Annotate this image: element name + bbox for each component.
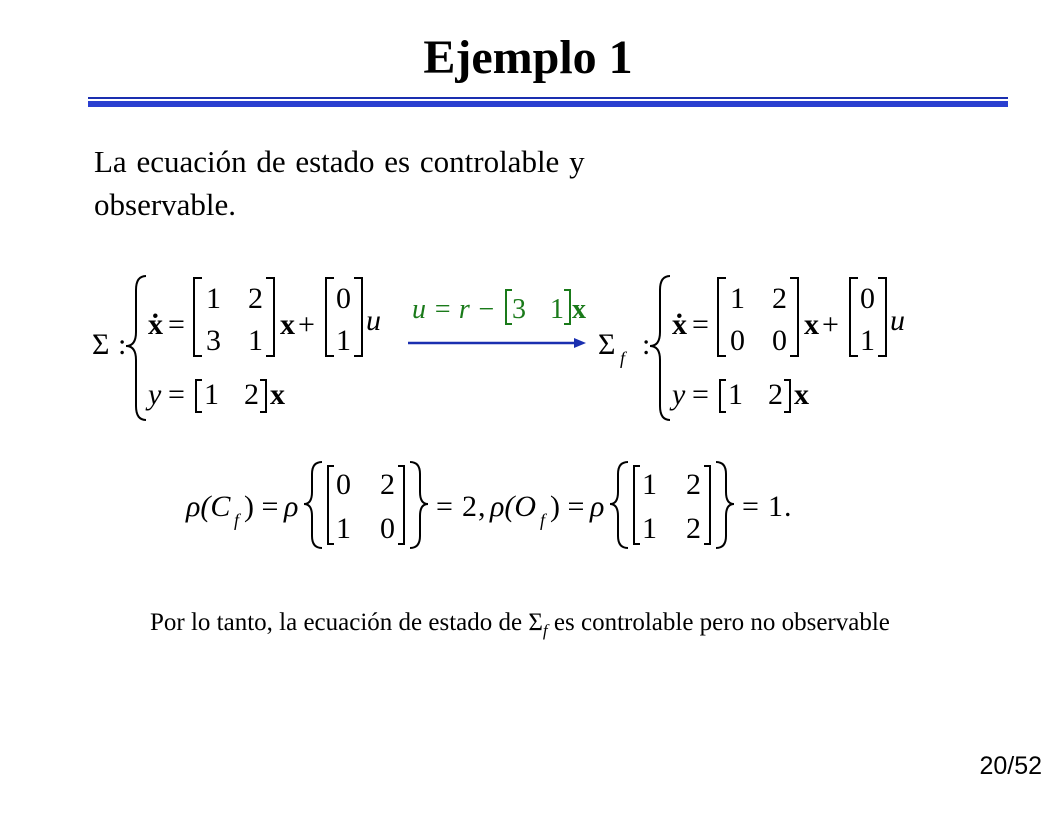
svg-text:f: f [234,510,240,530]
rank-Of-brace-left [610,462,628,548]
rank-Of-entry: 2 [686,468,701,501]
system-C-bracket-left [196,380,202,412]
rank-Of-brace-right [716,462,734,548]
system-f-B-bracket-left [850,278,858,356]
svg-text:x: x [270,378,285,411]
feedback-K-bracket-right [564,290,570,324]
system-f-brace [650,276,670,420]
svg-text:u: u [366,304,381,337]
conclusion-sigma-subscript: f [542,621,548,640]
svg-text:ρ(O: ρ(O [490,490,537,523]
svg-text:=: = [742,490,759,523]
system-B-entry: 0 [336,282,351,315]
slide-title: Ejemplo 1 [423,31,633,84]
rank-equation [184,456,804,556]
rank-Of-value: 1 [768,490,783,523]
system-f-C-entry: 2 [768,378,783,411]
system-A-bracket-left [194,278,202,356]
svg-text:+: + [298,308,315,341]
svg-text:x: x [804,308,819,341]
feedback-K-entry: 3 [512,294,526,325]
svg-text:ẋ: ẋ [672,308,687,341]
svg-text:x: x [794,378,809,411]
rank-Of-bracket-left [634,466,640,544]
svg-text:.: . [784,490,792,523]
svg-text:+: + [822,308,839,341]
rank-Cf-entry: 1 [336,512,351,545]
svg-text:=: = [168,378,185,411]
system-f-A-bracket-left [718,278,726,356]
svg-text::: : [118,328,127,361]
svg-text:=: = [436,490,453,523]
rank-Cf-entry: 0 [336,468,351,501]
rank-Cf-entry: 2 [380,468,395,501]
system-f-B-entry: 0 [860,282,875,315]
feedback-K-entry: 1 [550,294,564,325]
svg-text:) =: ) = [550,490,585,523]
svg-text:y: y [672,378,686,411]
system-A-entry: 1 [206,282,221,315]
rank-Of-entry: 1 [642,468,657,501]
system-B-bracket-left [326,278,334,356]
system-f-B-entry: 1 [860,324,875,357]
system-f-A-entry: 1 [730,282,745,315]
system-f-C-bracket-right [784,380,790,412]
svg-text:,: , [478,490,486,523]
rank-Cf-bracket-left [328,466,334,544]
system-brace [126,276,146,420]
system-f-C-bracket-left [720,380,726,412]
rank-Of-entry: 2 [686,512,701,545]
feedback-label-suffix: x [572,294,586,325]
rank-Cf-brace-right [410,462,428,548]
system-f-A-entry: 0 [772,324,787,357]
svg-text:f: f [540,510,546,530]
conclusion-before: Por lo tanto, la ecuación de estado de [150,609,523,636]
svg-text:u: u [890,304,905,337]
conclusion-after: es controlable pero no observable [553,609,890,636]
system-A-bracket-right [266,278,274,356]
system-f-A-bracket-right [790,278,798,356]
system-C-entry: 2 [244,378,259,411]
svg-text:=: = [692,378,709,411]
svg-text:x: x [280,308,295,341]
system-C-entry: 1 [204,378,219,411]
system-f-B-bracket-right [878,278,886,356]
rank-Cf-bracket-right [398,466,404,544]
rank-Of-entry: 1 [642,512,657,545]
system-f-A-entry: 2 [772,282,787,315]
svg-text::: : [642,328,651,361]
svg-text:=: = [692,308,709,341]
title-underline-thin [88,97,1008,99]
system-A-entry: 1 [248,324,263,357]
feedback-law [404,282,604,352]
rank-Cf-value: 2 [462,490,477,523]
system-f-symbol: Σ [598,328,616,361]
title-underline-thick [88,101,1008,107]
system-f-subscript: f [620,348,626,368]
svg-text:ρ: ρ [590,490,605,523]
system-f-A-entry: 0 [730,324,745,357]
system-A-entry: 2 [248,282,263,315]
rank-Cf-entry: 0 [380,512,395,545]
system-sigma-symbol: Σ [92,328,110,361]
feedback-arrow-head [574,338,586,348]
conclusion-sigma-symbol: Σ [528,609,543,636]
conclusion-text [150,606,910,642]
svg-text:ρ: ρ [284,490,299,523]
rank-Of-bracket-right [704,466,710,544]
rank-Cf-brace-left [304,462,322,548]
svg-text:y: y [148,378,162,411]
svg-text:ẋ: ẋ [148,308,163,341]
system-A-entry: 3 [206,324,221,357]
system-f-C-entry: 1 [728,378,743,411]
svg-text:) =: ) = [244,490,279,523]
system-sigma-equation [88,268,408,428]
system-B-entry: 1 [336,324,351,357]
system-C-bracket-right [260,380,266,412]
svg-text:ρ(C: ρ(C [186,490,231,523]
system-B-bracket-right [354,278,362,356]
system-sigma-f-equation [594,268,934,428]
page-number: 20/52 [979,752,1042,780]
intro-text: La ecuación de estado es controlable y observable. [94,144,585,222]
svg-text:=: = [168,308,185,341]
feedback-label-prefix: u = r − [412,294,496,325]
